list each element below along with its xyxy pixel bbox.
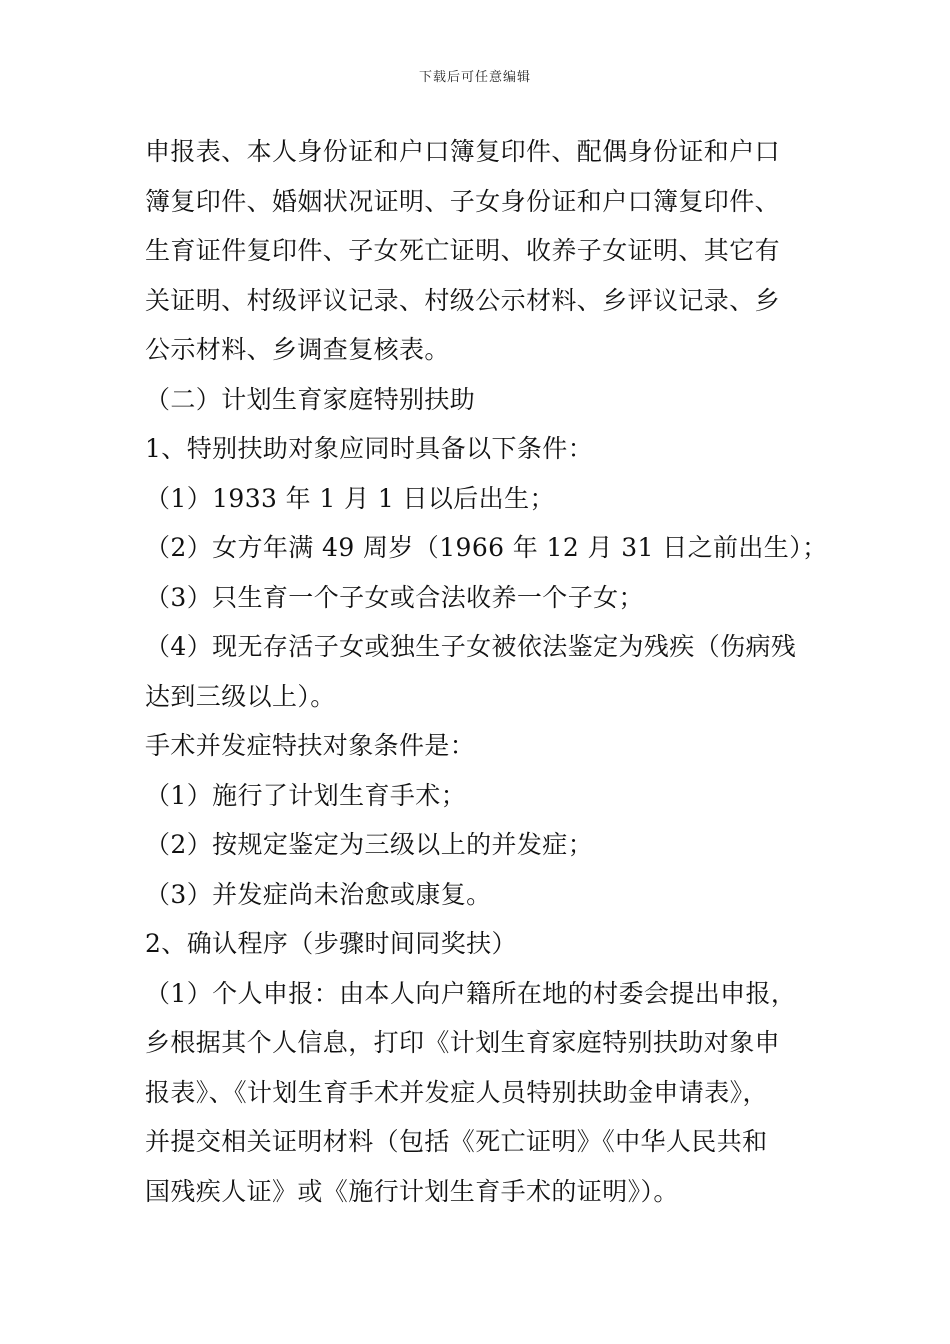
text-line: 并提交相关证明材料（包括《死亡证明》《中华人民共和 [145,1127,768,1156]
text-line: 簿复印件、婚姻状况证明、子女身份证和户口簿复印件、 [145,186,781,216]
page-header: 下载后可任意编辑 [418,70,531,85]
list-item: （1）1933 年 1 月 1 日以后出生； [145,483,555,513]
text-line: 申报表、本人身份证和户口簿复印件、配偶身份证和户口 [145,137,781,166]
list-item: （1）个人申报：由本人向户籍所在地的村委会提出申报， [145,978,797,1008]
text-line: 关证明、村级评议记录、村级公示材料、乡评议记录、乡 [145,285,781,315]
section-heading: （二）计划生育家庭特别扶助 [145,384,476,414]
list-item: （2）女方年满 49 周岁（1966 年 12 月 31 日之前出生）； [145,533,828,562]
text-line: 公示材料、乡调查复核表。 [145,335,450,364]
subsection-heading: 1、特别扶助对象应同时具备以下条件： [145,434,594,463]
text-line: 报表》、《计划生育手术并发症人员特别扶助金申请表》， [145,1077,768,1107]
subsection-heading: 2、确认程序（步骤时间同奖扶） [145,929,517,958]
list-item: （3）只生育一个子女或合法收养一个子女； [145,582,644,612]
document-body [145,127,828,1216]
list-item: （3）并发症尚未治愈或康复。 [145,879,492,909]
text-line: 乡根据其个人信息，打印《计划生育家庭特别扶助对象申 [145,1028,781,1057]
text-line: 国残疾人证》或《施行计划生育手术的证明》）。 [145,1176,679,1206]
list-item: （1）施行了计划生育手术； [145,780,467,810]
subsection-heading: 手术并发症特扶对象条件是： [145,731,476,760]
list-item: （4）现无存活子女或独生子女被依法鉴定为残疾（伤病残 [145,632,797,661]
text-line: 生育证件复印件、子女死亡证明、收养子女证明、其它有 [145,236,781,265]
text-line: 达到三级以上）。 [145,681,336,711]
list-item: （2）按规定鉴定为三级以上的并发症； [145,830,594,859]
